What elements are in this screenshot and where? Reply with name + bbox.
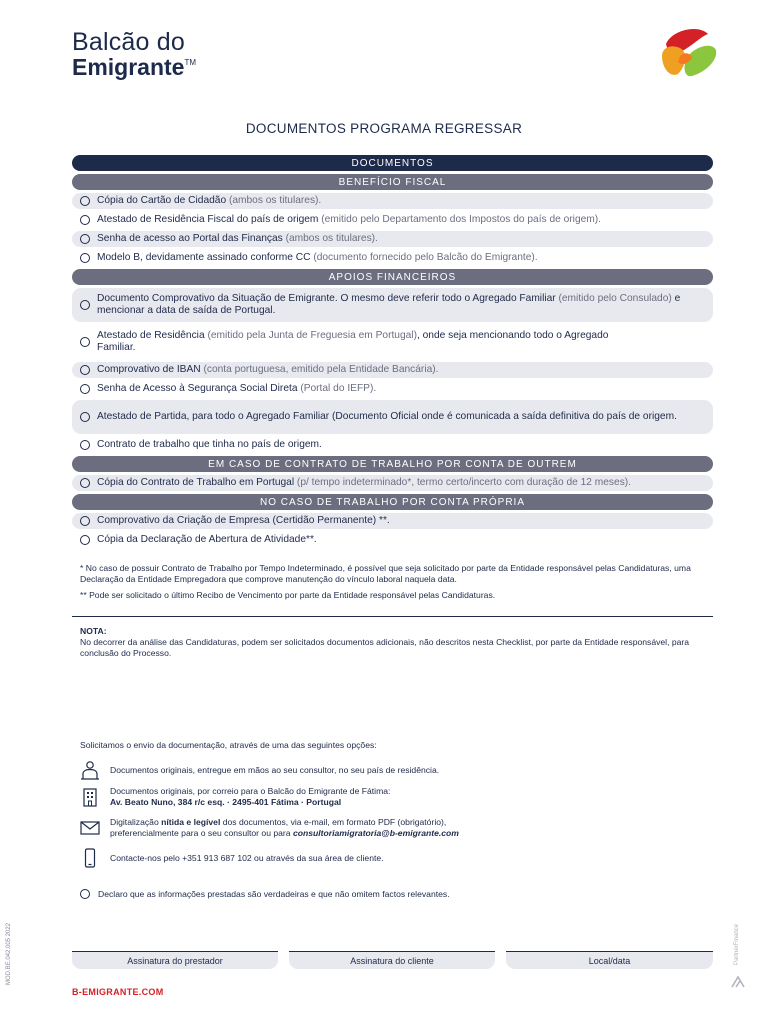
envelope-icon <box>80 818 100 838</box>
option-mail <box>80 786 700 808</box>
radio-button[interactable] <box>80 365 90 375</box>
section-header-documentos: DOCUMENTOS <box>72 155 713 171</box>
radio-button[interactable] <box>80 535 90 545</box>
checklist-item[interactable]: Contrato de trabalho que tinha no país de origem. <box>72 437 713 453</box>
declaration-text: Declaro que as informações prestadas são verdadeiras e que não omitem factos relevantes. <box>98 889 450 899</box>
checklist-item[interactable]: Atestado de Partida, para todo o Agregado Familiar (Documento Oficial onde é comunicada a saída definitiva do país de origem. <box>72 400 713 434</box>
document-code: MOD.BE.042.005 2022 <box>6 922 12 985</box>
option-2-line1: Documentos originais, por correio para o Balcão do Emigrante de Fátima: <box>110 786 391 796</box>
option-4-text: Contacte-nos pelo +351 913 687 102 ou através da sua área de cliente. <box>110 852 384 863</box>
checklist-item[interactable]: Cópia do Cartão de Cidadão (ambos os titulares). <box>72 193 713 209</box>
radio-button[interactable] <box>80 234 90 244</box>
radio-button[interactable] <box>80 516 90 526</box>
option-1-text: Documentos originais, entregue em mãos ao seu consultor, no seu país de residência. <box>110 764 440 775</box>
phone-icon <box>80 848 100 868</box>
divider <box>72 616 713 617</box>
section-header-beneficio-fiscal: BENEFÍCIO FISCAL <box>72 174 713 190</box>
signature-place-date[interactable]: Local/data <box>506 951 713 969</box>
checklist-item[interactable]: Documento Comprovativo da Situação de Emigrante. O mesmo deve referir todo o Agregado Familiar (emitido pelo Consulado) e mencionar a data de saída de Portugal. <box>72 288 713 322</box>
footnote-1: * No caso de possuir Contrato de Trabalho por Tempo Indeterminado, é possível que seja solicitado por parte da Entidade responsável pelas Candidaturas, uma Declaração da Entidade Empregadora que comprove manutenção do vínculo laboral naquela data. <box>80 563 691 584</box>
page-title: DOCUMENTOS PROGRAMA REGRESSAR <box>245 121 523 136</box>
signature-client[interactable]: Assinatura do cliente <box>289 951 495 969</box>
brand-logo <box>72 30 196 79</box>
logo-line2: Emigrante™ <box>72 54 197 80</box>
signature-provider[interactable]: Assinatura do prestador <box>72 951 278 969</box>
checklist-item[interactable]: Comprovativo de IBAN (conta portuguesa, emitido pela Entidade Bancária). <box>72 362 713 378</box>
declaration[interactable] <box>80 889 450 899</box>
radio-button[interactable] <box>80 215 90 225</box>
footnotes <box>80 563 700 607</box>
person-icon <box>80 760 100 780</box>
declaration-radio[interactable] <box>80 889 90 899</box>
checklist-item[interactable]: Atestado de Residência Fiscal do país de origem (emitido pelo Departamento dos Impostos do país de origem). <box>72 212 713 228</box>
checklist-item[interactable]: Senha de Acesso à Segurança Social Direta (Portal do IEFP). <box>72 381 713 397</box>
trademark: TM <box>184 58 197 67</box>
option-contact <box>80 848 700 868</box>
checklist-item[interactable]: Comprovativo da Criação de Empresa (Certidão Permanente) **. <box>72 513 713 529</box>
footnote-2: ** Pode ser solicitado o último Recibo de Vencimento por parte da Entidade responsável pelas Candidaturas. <box>80 590 496 600</box>
section-header-conta-propria: NO CASO DE TRABALHO POR CONTA PRÓPRIA <box>72 494 713 510</box>
option-hand-delivery <box>80 760 700 780</box>
email-link[interactable]: consultoriamigratoria@b-emigrante.com <box>292 828 459 838</box>
option-3-line1: Digitalização nítida e legível dos documentos, via e-mail, em formato PDF (obrigatório), <box>110 817 447 827</box>
checklist-item[interactable]: Cópia da Declaração de Abertura de Atividade**. <box>72 532 713 548</box>
radio-button[interactable] <box>80 478 90 488</box>
section-header-apoios-financeiros: APOIOS FINANCEIROS <box>72 269 713 285</box>
section-header-conta-outrem: EM CASO DE CONTRATO DE TRABALHO POR CONTA DE OUTREM <box>72 456 713 472</box>
checklist-item[interactable]: Atestado de Residência (emitido pela Junta de Freguesia em Portugal), onde seja mencionando todo o Agregado Familiar. <box>72 325 713 359</box>
option-email <box>80 817 700 839</box>
partner-name: PartnerFinance <box>734 923 740 965</box>
option-2-address: Av. Beato Nuno, 384 r/c esq. · 2495-401 Fátima · Portugal <box>110 797 342 807</box>
nota-text: No decorrer da análise das Candidaturas, podem ser solicitados documentos adicionais, não descritos nesta Checklist, por parte da Entidade responsável, para conclusão do Processo. <box>80 637 690 658</box>
brand-mark-icon <box>658 26 718 82</box>
checklist-item[interactable]: Modelo B, devidamente assinado conforme CC (documento fornecido pelo Balcão do Emigrante). <box>72 250 713 266</box>
radio-button[interactable] <box>80 384 90 394</box>
logo-line1: Balcão do <box>72 28 185 56</box>
radio-button[interactable] <box>80 253 90 263</box>
radio-button[interactable] <box>80 337 90 347</box>
building-icon <box>80 787 100 807</box>
checklist-item[interactable]: Cópia do Contrato de Trabalho em Portugal (p/ tempo indeterminado*, termo certo/incerto com duração de 12 meses). <box>72 475 713 491</box>
submission-intro: Solicitamos o envio da documentação, através de uma das seguintes opções: <box>80 740 377 750</box>
option-3-line2: preferencialmente para o seu consultor ou para consultoriamigratoria@b-emigrante.com <box>110 828 459 838</box>
checklist-item[interactable]: Senha de acesso ao Portal das Finanças (ambos os titulares). <box>72 231 713 247</box>
radio-button[interactable] <box>80 196 90 206</box>
documents-checklist <box>72 155 713 551</box>
radio-button[interactable] <box>80 412 90 422</box>
nota-block <box>80 626 710 659</box>
nota-title: NOTA: <box>80 626 107 636</box>
radio-button[interactable] <box>80 300 90 310</box>
website-link[interactable]: B-EMIGRANTE.COM <box>72 987 164 997</box>
radio-button[interactable] <box>80 440 90 450</box>
partner-logo-icon <box>730 975 746 989</box>
